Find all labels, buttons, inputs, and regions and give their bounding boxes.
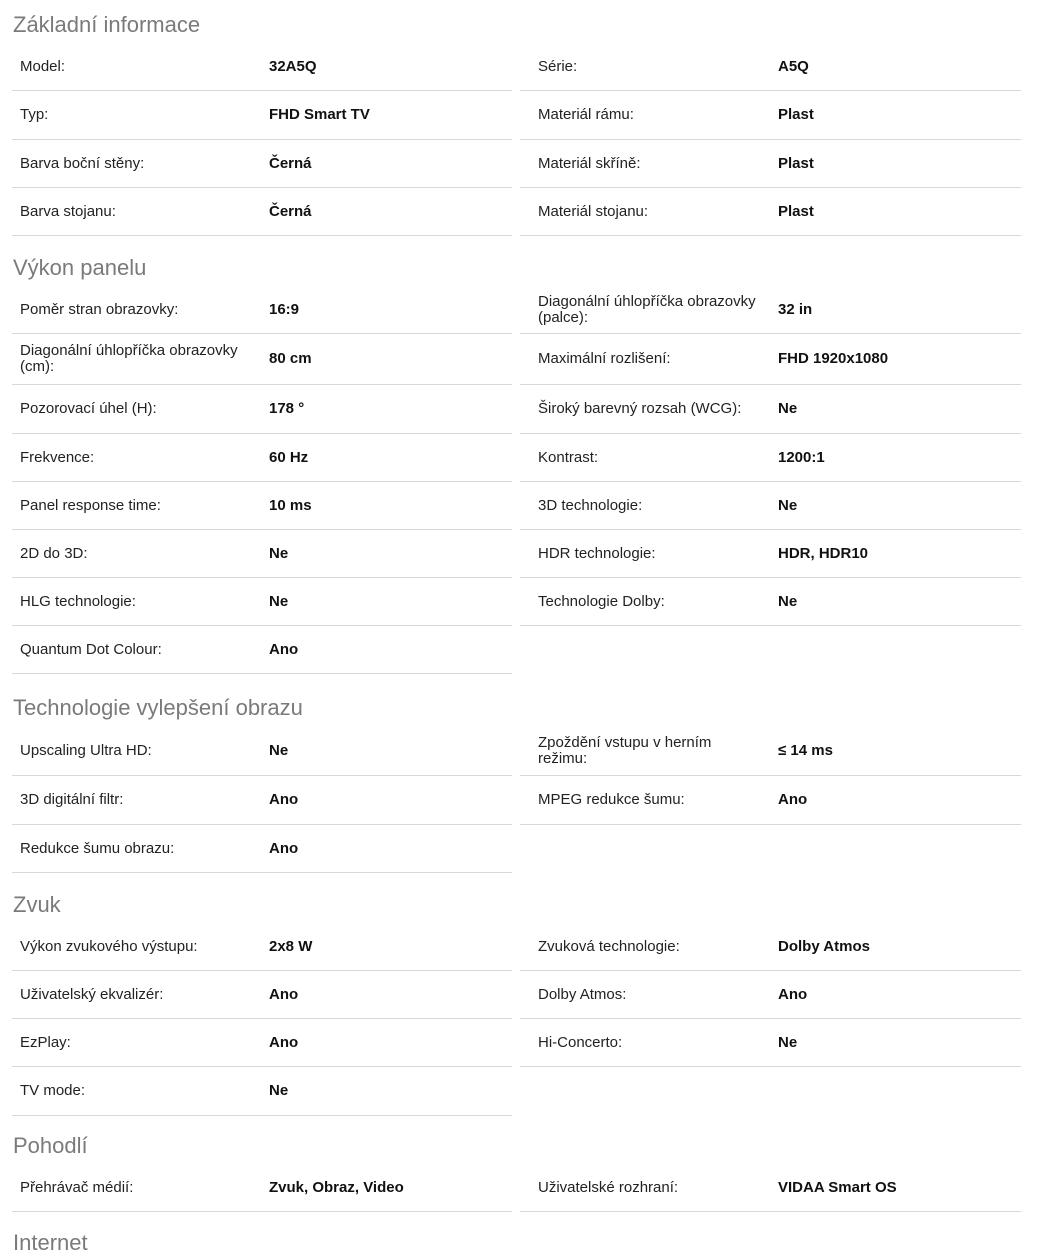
spec-value: 2x8 W	[261, 923, 512, 971]
spec-label: 3D digitální filtr:	[12, 776, 261, 825]
spec-table	[12, 43, 1021, 236]
spec-label: MPEG redukce šumu:	[520, 776, 770, 825]
spec-value: Ano	[261, 626, 512, 674]
spec-label: Materiál rámu:	[520, 91, 770, 140]
spec-value: ≤ 14 ms	[770, 726, 1021, 776]
spec-label: Diagonální úhlopříčka obrazovky (cm):	[12, 334, 261, 385]
spec-value: HDR, HDR10	[770, 530, 1021, 578]
spec-label: Redukce šumu obrazu:	[12, 825, 261, 873]
spec-value: Ano	[770, 776, 1021, 825]
spec-value: Ano	[261, 1019, 512, 1067]
spec-label: Upscaling Ultra HD:	[12, 726, 261, 776]
spec-label: Široký barevný rozsah (WCG):	[520, 385, 770, 434]
spec-table	[12, 286, 1021, 674]
spec-value: 178 °	[261, 385, 512, 434]
spec-label: Materiál skříně:	[520, 140, 770, 188]
spec-value: 60 Hz	[261, 434, 512, 482]
section-title: Technologie vylepšení obrazu	[13, 695, 303, 720]
spec-label: Zpoždění vstupu v herním režimu:	[520, 726, 770, 776]
spec-value: Ano	[770, 971, 1021, 1019]
section-title: Pohodlí	[13, 1133, 88, 1158]
section-title: Základní informace	[13, 12, 201, 37]
spec-value: 32A5Q	[261, 43, 512, 91]
spec-value: Ne	[261, 726, 512, 776]
spec-value: FHD 1920x1080	[770, 334, 1021, 385]
spec-label: Hi-Concerto:	[520, 1019, 770, 1067]
section-title: Zvuk	[13, 892, 61, 917]
spec-label: Barva stojanu:	[12, 188, 261, 236]
spec-value: 16:9	[261, 286, 512, 334]
spec-value: VIDAA Smart OS	[770, 1164, 1021, 1212]
spec-table	[12, 726, 1021, 873]
spec-label: Frekvence:	[12, 434, 261, 482]
spec-value: 80 cm	[261, 334, 512, 385]
spec-label	[520, 825, 770, 873]
spec-value: Plast	[770, 140, 1021, 188]
section-title: Výkon panelu	[13, 255, 147, 280]
spec-label: Dolby Atmos:	[520, 971, 770, 1019]
spec-label: HLG technologie:	[12, 578, 261, 626]
spec-label	[520, 1067, 770, 1116]
spec-label	[520, 626, 770, 674]
spec-value: Ne	[770, 385, 1021, 434]
spec-label: Technologie Dolby:	[520, 578, 770, 626]
spec-label: Panel response time:	[12, 482, 261, 530]
spec-label: Model:	[12, 43, 261, 91]
spec-label: Uživatelský ekvalizér:	[12, 971, 261, 1019]
spec-label: Maximální rozlišení:	[520, 334, 770, 385]
spec-label: Přehrávač médií:	[12, 1164, 261, 1212]
spec-value: 32 in	[770, 286, 1021, 334]
spec-value	[778, 1067, 1021, 1116]
spec-value: Plast	[770, 188, 1021, 236]
spec-value	[778, 825, 1021, 873]
spec-value: 10 ms	[261, 482, 512, 530]
spec-label: EzPlay:	[12, 1019, 261, 1067]
spec-label: Quantum Dot Colour:	[12, 626, 261, 674]
spec-value: Ne	[770, 1019, 1021, 1067]
spec-label: Série:	[520, 43, 770, 91]
spec-label: Uživatelské rozhraní:	[520, 1164, 770, 1212]
spec-label: HDR technologie:	[520, 530, 770, 578]
spec-label: Kontrast:	[520, 434, 770, 482]
spec-value: Dolby Atmos	[770, 923, 1021, 971]
spec-label: Materiál stojanu:	[520, 188, 770, 236]
spec-value: Černá	[261, 188, 512, 236]
spec-label: Barva boční stěny:	[12, 140, 261, 188]
spec-value: Zvuk, Obraz, Video	[261, 1164, 512, 1212]
spec-label: TV mode:	[12, 1067, 261, 1116]
spec-value: Ano	[261, 971, 512, 1019]
spec-value: Ano	[261, 776, 512, 825]
spec-label: Poměr stran obrazovky:	[12, 286, 261, 334]
spec-label: Zvuková technologie:	[520, 923, 770, 971]
spec-value: 1200:1	[770, 434, 1021, 482]
spec-value	[778, 626, 1021, 674]
spec-value: Plast	[770, 91, 1021, 140]
spec-value: A5Q	[770, 43, 1021, 91]
spec-value: Ne	[261, 578, 512, 626]
spec-label: Výkon zvukového výstupu:	[12, 923, 261, 971]
spec-table	[12, 1164, 1021, 1212]
spec-label: Pozorovací úhel (H):	[12, 385, 261, 434]
spec-value: Ne	[770, 578, 1021, 626]
spec-label: Diagonální úhlopříčka obrazovky (palce):	[520, 286, 770, 334]
spec-value: FHD Smart TV	[261, 91, 512, 140]
spec-value: Černá	[261, 140, 512, 188]
spec-value: Ano	[261, 825, 512, 873]
spec-label: 2D do 3D:	[12, 530, 261, 578]
section-title: Internet	[13, 1230, 88, 1255]
spec-value: Ne	[261, 1067, 512, 1116]
spec-value: Ne	[770, 482, 1021, 530]
spec-label: 3D technologie:	[520, 482, 770, 530]
spec-table	[12, 923, 1021, 1116]
spec-label: Typ:	[12, 91, 261, 140]
spec-value: Ne	[261, 530, 512, 578]
